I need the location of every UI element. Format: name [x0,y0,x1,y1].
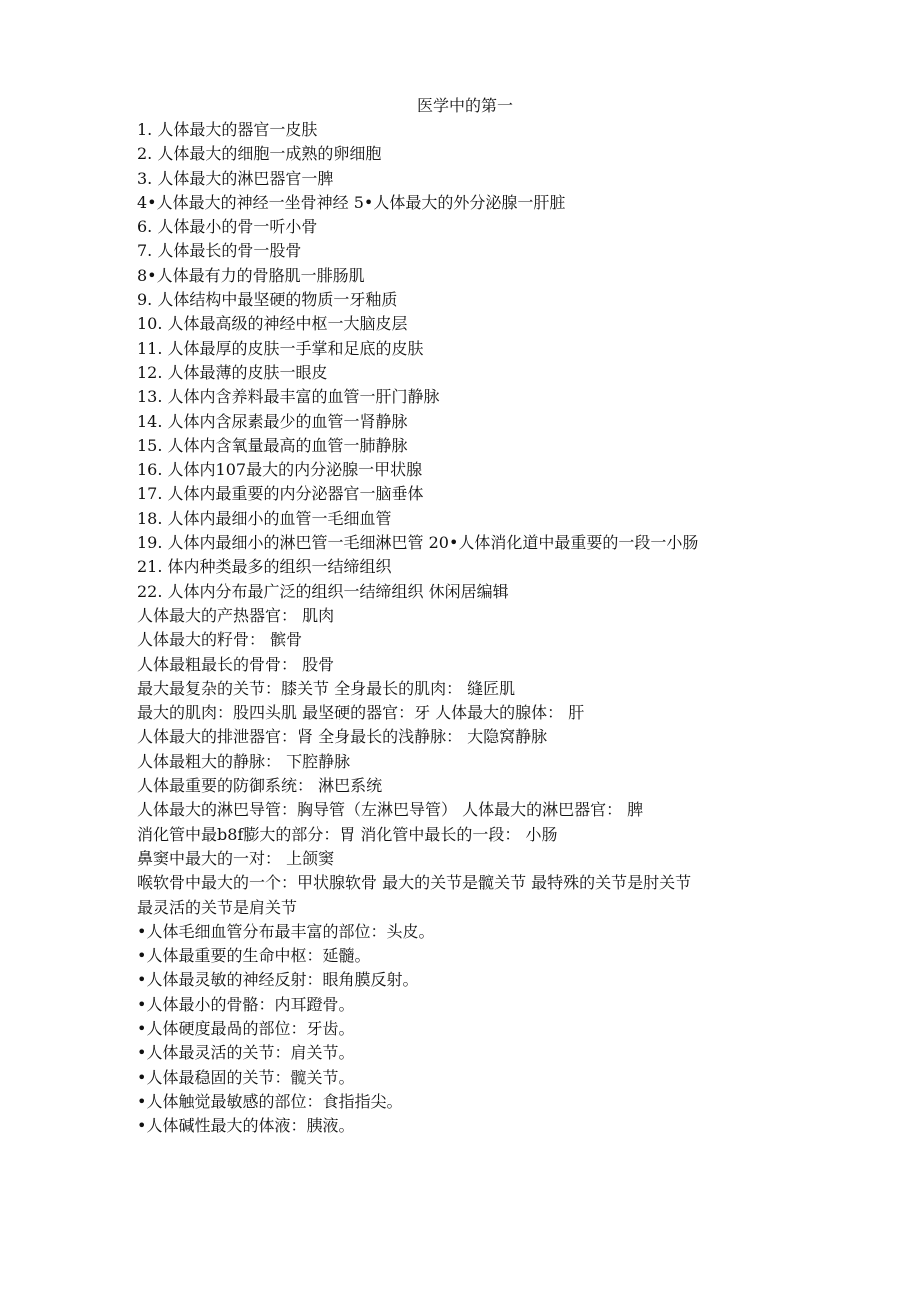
text-line: 喉软骨中最大的一个：甲状腺软骨 最大的关节是髋关节 最特殊的关节是肘关节 [137,873,692,893]
text-line: 13. 人体内含养料最丰富的血管一肝门静脉 [137,387,440,407]
text-line: 6. 人体最小的骨一听小骨 [137,217,318,237]
text-line: 人体最重要的防御系统： 淋巴系统 [137,776,383,796]
text-line: 19. 人体内最细小的淋巴管一毛细淋巴管 20•人体消化道中最重要的一段一小肠 [137,533,699,553]
text-line: •人体最重要的生命中枢：延髓。 [137,946,371,966]
text-line: 最大的肌肉：股四头肌 最坚硬的器官：牙 人体最大的腺体： 肝 [137,703,585,723]
text-line: 15. 人体内含氧量最高的血管一肺静脉 [137,435,408,455]
text-line: •人体最稳固的关节：髋关节。 [137,1067,355,1087]
text-line: 最大最复杂的关节：膝关节 全身最长的肌肉： 缝匠肌 [137,678,516,698]
text-line: •人体硬度最咼的部位：牙齿。 [137,1018,355,1038]
text-line: 人体最粗最长的骨骨： 股骨 [137,654,335,674]
text-line: •人体毛细血管分布最丰富的部位：头皮。 [137,921,435,941]
document-title: 医学中的第一 [416,96,513,115]
text-line: •人体最小的骨骼：内耳蹬骨。 [137,994,355,1014]
text-line: 鼻窦中最大的一对： 上颌窦 [137,848,335,868]
text-line: 21. 体内种类最多的组织一结缔组织 [137,557,392,577]
text-line: 人体最大的排泄器官：肾 全身最长的浅静脉： 大隐窝静脉 [137,727,548,747]
text-line: •人体最灵敏的神经反射：眼角膜反射。 [137,970,419,990]
text-line: 16. 人体内107最大的内分泌腺一甲状腺 [137,460,423,480]
text-line: 14. 人体内含尿素最少的血管一肾静脉 [137,411,408,431]
text-line: 11. 人体最厚的皮肤一手掌和足底的皮肤 [137,338,424,358]
text-line: 人体最大的淋巴导管：胸导管（左淋巴导管） 人体最大的淋巴器官： 脾 [137,800,644,820]
text-line: 7. 人体最长的骨一股骨 [137,241,302,261]
text-line: 17. 人体内最重要的内分泌器官一脑垂体 [137,484,424,504]
text-line: 22. 人体内分布最广泛的组织一结缔组织 休闲居编辑 [137,581,509,601]
text-line: 9. 人体结构中最坚硬的物质一牙釉质 [137,290,398,310]
text-line: 最灵活的关节是肩关节 [137,897,298,917]
text-line: •人体碱性最大的体液：胰液。 [137,1116,355,1136]
text-line: 人体最大的产热器官： 肌肉 [137,605,335,625]
text-line: 人体最粗大的静脉： 下腔静脉 [137,751,351,771]
text-line: 消化管中最b8f膨大的部分：胃 消化管中最长的一段： 小肠 [137,824,558,844]
text-line: 8•人体最有力的骨胳肌一腓肠肌 [137,265,365,285]
text-line: 4•人体最大的神经一坐骨神经 5•人体最大的外分泌腺一肝脏 [137,192,566,212]
text-line: •人体触觉最敏感的部位：食指指尖。 [137,1091,403,1111]
text-line: 2. 人体最大的细胞一成熟的卵细胞 [137,144,382,164]
text-line: 18. 人体内最细小的血管一毛细血管 [137,508,392,528]
text-line: 3. 人体最大的淋巴器官一脾 [137,168,334,188]
text-line: 12. 人体最薄的皮肤一眼皮 [137,362,328,382]
text-line: 1. 人体最大的器官一皮肤 [137,120,318,139]
text-line: 人体最大的籽骨： 髌骨 [137,630,303,650]
text-line: •人体最灵活的关节：肩关节。 [137,1043,355,1063]
document-body [137,118,797,1138]
text-line: 10. 人体最高级的神经中枢一大脑皮层 [137,314,408,334]
